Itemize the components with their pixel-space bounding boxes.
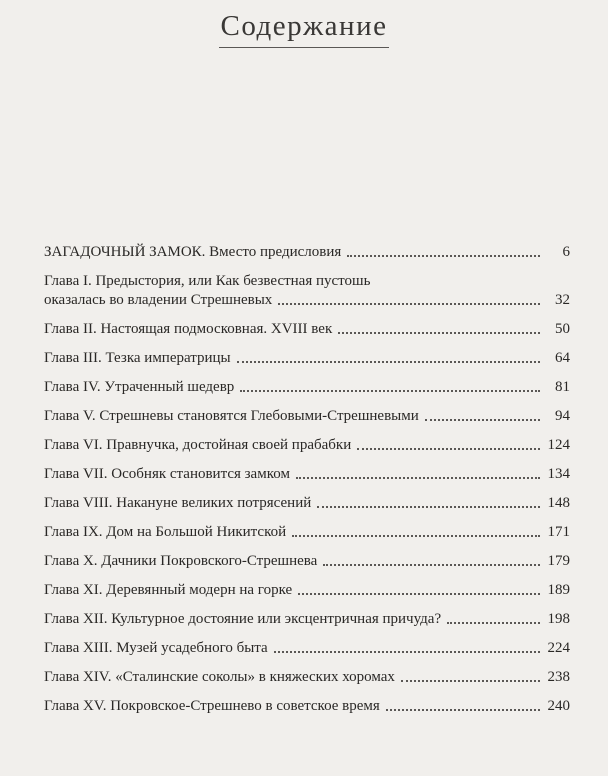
- toc-entry: [44, 668, 570, 687]
- toc-entry-title: Глава XI. Деревянный модерн на горке: [44, 582, 293, 598]
- toc-entry-title: ЗАГАДОЧНЫЙ ЗАМОК. Вместо предисловия: [44, 244, 342, 260]
- toc-entry: [44, 407, 570, 426]
- toc-entry-title: Глава II. Настоящая подмосковная. XVIII век: [44, 321, 333, 337]
- toc-page-number: 148: [547, 495, 570, 511]
- toc-entry-title: Глава X. Дачники Покровского-Стрешнева: [44, 553, 318, 569]
- dot-leader: [278, 303, 540, 305]
- toc-entry-title: Глава VI. Правнучка, достойная своей прабабки: [44, 437, 352, 453]
- dot-leader: [425, 419, 540, 421]
- toc-page-number: 124: [547, 437, 570, 453]
- toc-entry-title: Глава XIII. Музей усадебного быта: [44, 640, 268, 656]
- toc-entry: [44, 581, 570, 600]
- toc-entry-title: Глава VII. Особняк становится замком: [44, 466, 290, 482]
- toc-page-number: 238: [547, 669, 570, 685]
- toc-entry-title: Глава III. Тезка императрицы: [44, 350, 231, 366]
- dot-leader: [296, 477, 540, 479]
- toc-entry-title: Глава XII. Культурное достояние или эксцентричная причуда?: [44, 611, 442, 627]
- toc-entry: [44, 378, 570, 397]
- toc-entry: [44, 610, 570, 629]
- toc-entry: [44, 349, 570, 368]
- dot-leader: [292, 535, 540, 537]
- toc-entry: [44, 552, 570, 571]
- toc-entry-title: Глава XV. Покровское-Стрешнево в советское время: [44, 698, 380, 714]
- dot-leader: [357, 448, 540, 450]
- dot-leader: [447, 622, 540, 624]
- toc-entry-title: Глава XIV. «Сталинские соколы» в княжеских хоромах: [44, 669, 395, 685]
- toc-entry-title: Глава IX. Дом на Большой Никитской: [44, 524, 287, 540]
- dot-leader: [237, 361, 540, 363]
- toc-page-number: 240: [547, 698, 570, 714]
- toc-page-number: 189: [547, 582, 570, 598]
- toc-page-number: 50: [555, 321, 570, 337]
- toc-entry: [44, 697, 570, 716]
- toc-entry-title: Глава VIII. Накануне великих потрясений: [44, 495, 312, 511]
- dot-leader: [298, 593, 540, 595]
- toc-entry-title: Глава V. Стрешневы становятся Глебовыми-Стрешневыми: [44, 408, 419, 424]
- toc-entry: [44, 639, 570, 658]
- dot-leader: [401, 680, 540, 682]
- title-container: [0, 10, 608, 48]
- toc-page-number: 198: [547, 611, 570, 627]
- toc-entry: [44, 436, 570, 455]
- dot-leader: [347, 255, 540, 257]
- toc-entry: [44, 320, 570, 339]
- toc-entry: [44, 494, 570, 513]
- toc-page-number: 32: [555, 292, 570, 308]
- toc-page-number: 179: [547, 553, 570, 569]
- toc-entry: [44, 523, 570, 542]
- toc-page-number: 224: [547, 640, 570, 656]
- toc-page-number: 64: [555, 350, 570, 366]
- dot-leader: [323, 564, 540, 566]
- dot-leader: [386, 709, 540, 711]
- toc-entry: [44, 465, 570, 484]
- dot-leader: [317, 506, 540, 508]
- toc-page-number: 81: [555, 379, 570, 395]
- toc-entry: [44, 243, 570, 262]
- dot-leader: [274, 651, 540, 653]
- toc-entry: [44, 272, 570, 310]
- toc-page-number: 171: [547, 524, 570, 540]
- table-of-contents: [44, 243, 570, 726]
- toc-entry-title: оказалась во владении Стрешневых: [44, 292, 273, 308]
- dot-leader: [338, 332, 540, 334]
- toc-page-number: 134: [547, 466, 570, 482]
- toc-entry-title: Глава IV. Утраченный шедевр: [44, 379, 235, 395]
- toc-page-number: 94: [555, 408, 570, 424]
- dot-leader: [240, 390, 540, 392]
- toc-page-number: 6: [562, 244, 570, 260]
- toc-entry-title-line1: Глава I. Предыстория, или Как безвестная пустошь: [44, 273, 371, 289]
- page-title: Содержание: [219, 10, 390, 48]
